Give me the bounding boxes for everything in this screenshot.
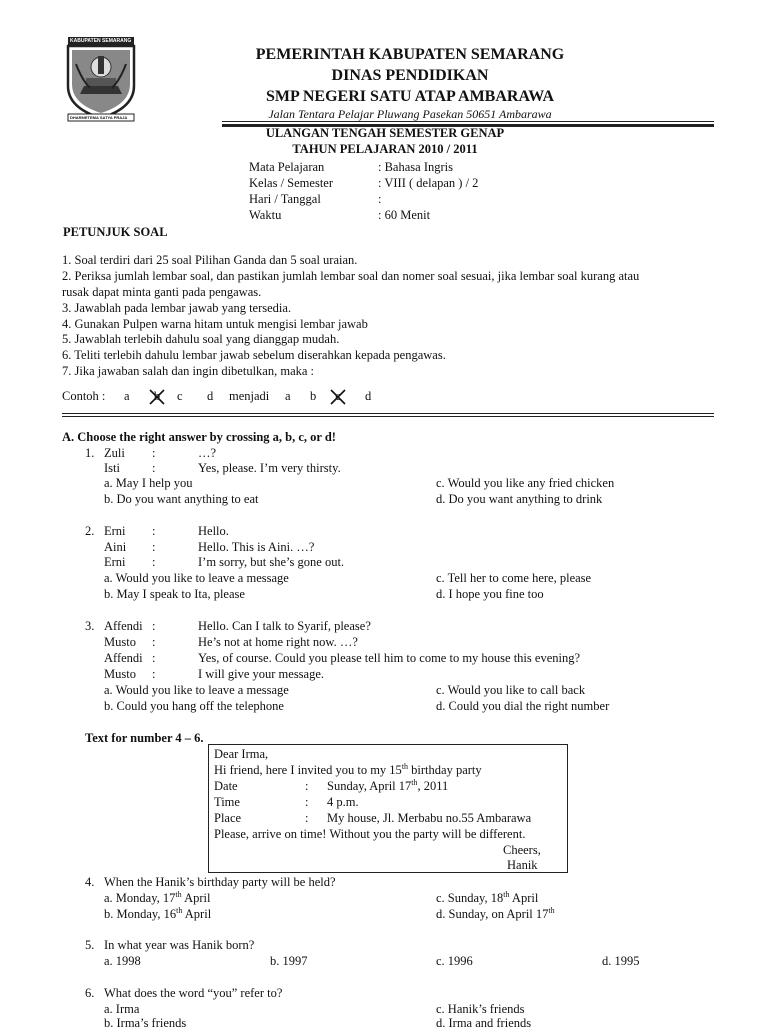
logo-title: KABUPATEN SEMARANG <box>70 38 132 44</box>
colon: : <box>305 795 309 809</box>
option-text: April <box>182 907 212 921</box>
colon: : <box>152 461 156 475</box>
superscript: th <box>503 889 510 899</box>
dialog-text: He’s not at home right now. …? <box>198 635 358 649</box>
option-d[interactable]: d. Irma and friends <box>436 1016 532 1030</box>
dialog-text: I’m sorry, but she’s gone out. <box>198 555 345 569</box>
time-label: Time <box>214 795 240 809</box>
option-d[interactable] <box>436 907 555 923</box>
colon: : <box>152 651 156 665</box>
speaker: Zuli <box>104 446 125 460</box>
speaker: Musto <box>104 635 136 649</box>
letter-greeting: Dear Irma, <box>214 747 269 761</box>
text-title: Text for number 4 – 6. <box>85 731 204 745</box>
colon: : <box>152 635 156 649</box>
section-divider <box>62 416 714 417</box>
question-text: When the Hanik’s birthday party will be held? <box>104 875 336 889</box>
option-a[interactable]: a. May I help you <box>104 476 193 490</box>
info-value: : 60 Menit <box>378 208 431 222</box>
question-text: What does the word “you” refer to? <box>104 986 283 1000</box>
option-d[interactable]: d. I hope you fine too <box>436 587 544 601</box>
info-value: : Bahasa Ingris <box>378 160 453 174</box>
instruction-item: 7. Jika jawaban salah dan ingin dibetulkan, maka : <box>62 364 315 378</box>
speaker: Musto <box>104 667 136 681</box>
header-government: PEMERINTAH KABUPATEN SEMARANG <box>255 46 565 63</box>
instruction-item: 5. Jawablah terlebih dahulu soal yang dianggap mudah. <box>62 332 340 346</box>
colon: : <box>152 446 156 460</box>
instruction-item: 1. Soal terdiri dari 25 soal Pilihan Ganda dan 5 soal uraian. <box>62 253 358 267</box>
letter-cheers: Cheers, <box>503 843 541 857</box>
letter-closing: Please, arrive on time! Without you the party will be different. <box>214 827 526 841</box>
example-option <box>151 389 163 405</box>
instruction-item: rusak dapat minta ganti pada pengawas. <box>62 285 262 299</box>
letter-text: Hi friend, here I invited you to my 15 <box>214 763 402 777</box>
info-label: Mata Pelajaran <box>249 160 325 174</box>
cross-icon <box>148 388 166 406</box>
superscript: th <box>176 905 183 915</box>
option-d[interactable]: d. Do you want anything to drink <box>436 492 603 506</box>
header-department: DINAS PENDIDIKAN <box>331 67 489 84</box>
colon: : <box>152 619 156 633</box>
option-b[interactable]: b. Do you want anything to eat <box>104 492 259 506</box>
time-value: 4 p.m. <box>327 795 359 809</box>
letter-text: birthday party <box>408 763 482 777</box>
colon: : <box>305 811 309 825</box>
option-d[interactable]: d. 1995 <box>602 954 640 968</box>
superscript: th <box>401 761 409 771</box>
speaker: Affendi <box>104 619 143 633</box>
invitation-letter <box>208 744 568 873</box>
option-c[interactable] <box>436 891 538 907</box>
option-text: d. Sunday, on April 17 <box>436 907 549 921</box>
example-option: d <box>207 389 214 403</box>
speaker: Affendi <box>104 651 143 665</box>
option-a[interactable]: a. Irma <box>104 1002 140 1016</box>
dialog-text: Hello. Can I talk to Syarif, please? <box>198 619 371 633</box>
option-text: April <box>509 891 539 905</box>
example-option: a <box>285 389 291 403</box>
option-b[interactable]: b. Could you hang off the telephone <box>104 699 284 713</box>
section-divider <box>62 413 714 414</box>
question-number: 4. <box>85 875 95 889</box>
date-value <box>327 779 448 795</box>
superscript: th <box>411 777 418 787</box>
dialog-text: …? <box>198 446 217 460</box>
header-address: Jalan Tentara Pelajar Pluwang Pasekan 50651 Ambarawa <box>268 107 552 121</box>
example-option: b <box>310 389 317 403</box>
option-text: a. Monday, 17 <box>104 891 176 905</box>
option-c[interactable]: c. Hanik’s friends <box>436 1002 525 1016</box>
speaker: Isti <box>104 461 120 475</box>
example-option: c <box>177 389 183 403</box>
exam-year: TAHUN PELAJARAN 2010 / 2011 <box>292 142 478 156</box>
place-label: Place <box>214 811 242 825</box>
info-label: Kelas / Semester <box>249 176 334 190</box>
option-b[interactable]: b. May I speak to Ita, please <box>104 587 245 601</box>
letter-signature: Hanik <box>507 858 538 872</box>
regency-logo <box>64 34 138 122</box>
option-a[interactable]: a. Would you like to leave a message <box>104 683 289 697</box>
question-number: 1. <box>85 446 95 460</box>
option-a[interactable]: a. Would you like to leave a message <box>104 571 289 585</box>
option-a[interactable]: a. 1998 <box>104 954 141 968</box>
letter-text: Sunday, April 17 <box>327 779 412 793</box>
info-value: : VIII ( delapan ) / 2 <box>378 176 479 190</box>
option-b[interactable] <box>104 907 211 923</box>
dialog-text: I will give your message. <box>198 667 325 681</box>
header-school: SMP NEGERI SATU ATAP AMBARAWA <box>265 88 555 105</box>
option-c[interactable]: c. 1996 <box>436 954 473 968</box>
info-label: Hari / Tanggal <box>249 192 321 206</box>
speaker: Erni <box>104 555 126 569</box>
instruction-item: 6. Teliti terlebih dahulu lembar jawab sebelum diserahkan kepada pengawas. <box>62 348 446 362</box>
question-number: 5. <box>85 938 95 952</box>
colon: : <box>152 524 156 538</box>
colon: : <box>152 667 156 681</box>
header-rule-thin <box>222 121 714 122</box>
colon: : <box>152 555 156 569</box>
option-c[interactable]: c. Would you like to call back <box>436 683 586 697</box>
option-text: April <box>181 891 211 905</box>
instruction-item: 4. Gunakan Pulpen warna hitam untuk mengisi lembar jawab <box>62 317 368 331</box>
logo-motto: DHARMETEMA SATYA PRAJA <box>70 115 128 120</box>
speaker: Aini <box>104 540 127 554</box>
info-value: : <box>378 192 382 206</box>
dialog-text: Hello. <box>198 524 229 538</box>
cross-icon <box>329 388 347 406</box>
cross-mark <box>332 389 344 405</box>
option-c[interactable]: c. Tell her to come here, please <box>436 571 592 585</box>
dialog-text: Yes, of course. Could you please tell him to come to my house this evening? <box>198 651 581 665</box>
question-number: 2. <box>85 524 95 538</box>
example-option <box>332 389 344 405</box>
question-number: 6. <box>85 986 95 1000</box>
place-value: My house, Jl. Merbabu no.55 Ambarawa <box>327 811 532 825</box>
cross-mark <box>151 389 163 405</box>
question-text: In what year was Hanik born? <box>104 938 255 952</box>
speaker: Erni <box>104 524 126 538</box>
instruction-item: 2. Periksa jumlah lembar soal, dan pastikan jumlah lembar soal dan nomer soal sesuai, jika lembar soal kurang atau <box>62 269 640 283</box>
option-b[interactable]: b. Irma’s friends <box>104 1016 187 1030</box>
instruction-item: 3. Jawablah pada lembar jawab yang tersedia. <box>62 301 292 315</box>
date-label: Date <box>214 779 238 793</box>
example-middle: menjadi <box>229 389 270 403</box>
option-b[interactable]: b. 1997 <box>270 954 308 968</box>
info-label: Waktu <box>249 208 282 222</box>
letter-text: , 2011 <box>417 779 449 793</box>
section-a-title: A. Choose the right answer by crossing a, b, c, or d! <box>62 430 336 444</box>
exam-title: ULANGAN TENGAH SEMESTER GENAP <box>265 126 505 140</box>
option-text: c. Sunday, 18 <box>436 891 504 905</box>
option-d[interactable]: d. Could you dial the right number <box>436 699 610 713</box>
colon: : <box>152 540 156 554</box>
colon: : <box>305 779 309 793</box>
option-c[interactable]: c. Would you like any fried chicken <box>436 476 615 490</box>
example-label: Contoh : <box>62 389 106 403</box>
superscript: th <box>175 889 182 899</box>
option-text: b. Monday, 16 <box>104 907 177 921</box>
question-number: 3. <box>85 619 95 633</box>
letter-line <box>214 763 482 779</box>
example-option: d <box>365 389 372 403</box>
instructions-title: PETUNJUK SOAL <box>63 225 168 239</box>
option-a[interactable] <box>104 891 210 907</box>
dialog-text: Hello. This is Aini. …? <box>198 540 315 554</box>
example-option: a <box>124 389 130 403</box>
superscript: th <box>548 905 555 915</box>
dialog-text: Yes, please. I’m very thirsty. <box>198 461 341 475</box>
